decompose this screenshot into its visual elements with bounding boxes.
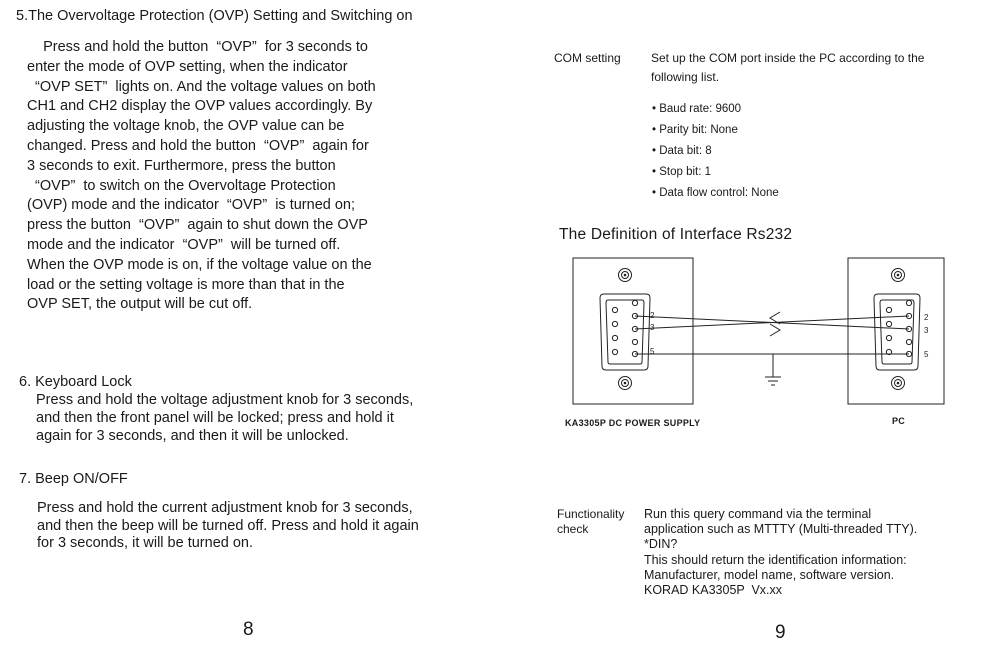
screw-icon <box>892 377 905 390</box>
db9-connector-icon <box>874 294 920 370</box>
text-line: “OVP” to switch on the Overvoltage Protection <box>27 177 336 194</box>
text-line: (OVP) mode and the indicator “OVP” is turned on; <box>27 197 356 214</box>
text-line: Press and hold the voltage adjustment knob for 3 seconds, <box>36 392 414 408</box>
text-line: press the button “OVP” again to shut down the OVP <box>27 217 368 234</box>
text-line: check <box>557 521 589 536</box>
pin-label: 2 <box>924 313 929 322</box>
beep-heading: 7. Beep ON/OFF <box>19 471 128 487</box>
text-line: following list. <box>651 70 720 84</box>
page-number-9: 9 <box>775 622 786 643</box>
text-line: 3 seconds to exit. Furthermore, press the button <box>27 157 336 174</box>
text-line: “OVP SET” lights on. And the voltage values on both <box>27 78 376 95</box>
pin-label: 3 <box>650 323 655 332</box>
query-command: *DIN? <box>644 537 678 552</box>
screw-icon <box>892 269 905 282</box>
keyboard-lock-heading: 6. Keyboard Lock <box>19 374 132 390</box>
text-line: Press and hold the current adjustment knob for 3 seconds, <box>37 500 413 516</box>
functionality-check-label <box>557 507 624 536</box>
text-line: load or the setting voltage is more than that in the <box>27 276 345 293</box>
text-line: adjusting the voltage knob, the OVP value can be <box>27 118 345 135</box>
list-item: • Stop bit: 1 <box>652 162 779 183</box>
power-supply-label: KA3305P DC POWER SUPPLY <box>565 418 701 428</box>
pin-label: 5 <box>650 347 655 356</box>
pin-label: 5 <box>924 350 929 359</box>
text-line: for 3 seconds, it will be turned on. <box>37 535 254 551</box>
list-item: • Data bit: 8 <box>652 141 779 162</box>
text-line: Press and hold the button “OVP” for 3 seconds to <box>27 39 368 55</box>
db9-connector-icon <box>600 294 650 370</box>
text-line: KORAD KA3305P Vx.xx <box>644 583 783 598</box>
text-line: and then the front panel will be locked; press and hold it <box>36 410 394 426</box>
text-line: This should return the identification information: <box>644 552 907 567</box>
list-item: • Baud rate: 9600 <box>652 99 779 120</box>
com-settings-list <box>652 99 779 204</box>
arrow-right-icon <box>770 324 780 336</box>
text-line: OVP SET, the output will be cut off. <box>27 296 253 313</box>
text-line: Manufacturer, model name, software version. <box>644 567 895 582</box>
page-number-8: 8 <box>243 619 254 640</box>
functionality-check-text <box>644 507 917 598</box>
screw-icon <box>619 269 632 282</box>
text-line: Set up the COM port inside the PC according to the <box>651 51 925 65</box>
rs232-heading: The Definition of Interface Rs232 <box>559 226 793 243</box>
com-setting-label: COM setting <box>554 51 621 65</box>
pc-label: PC <box>892 416 906 426</box>
ground-icon <box>765 354 781 385</box>
com-setting-description <box>651 49 924 87</box>
text-line: changed. Press and hold the button “OVP” again for <box>27 137 369 154</box>
list-item: • Data flow control: None <box>652 183 779 204</box>
text-line: enter the mode of OVP setting, when the indicator <box>27 58 348 75</box>
pin-label: 2 <box>650 311 655 320</box>
text-line: mode and the indicator “OVP” will be turned off. <box>27 236 341 253</box>
beep-paragraph <box>37 500 419 553</box>
text-line: Functionality <box>557 507 625 521</box>
text-line: CH1 and CH2 display the OVP values accordingly. By <box>27 98 373 115</box>
text-line: Run this query command via the terminal <box>644 507 872 521</box>
screw-icon <box>619 377 632 390</box>
rs232-wiring-diagram <box>560 250 960 410</box>
ovp-paragraph <box>27 38 376 315</box>
ovp-heading: 5.The Overvoltage Protection (OVP) Setting and Switching on <box>16 8 413 24</box>
text-line: application such as MTTTY (Multi-threaded TTY). <box>644 522 918 537</box>
keyboard-lock-paragraph <box>36 391 413 445</box>
pin-label: 3 <box>924 326 929 335</box>
text-line: again for 3 seconds, and then it will be unlocked. <box>36 428 349 444</box>
text-line: When the OVP mode is on, if the voltage value on the <box>27 256 372 273</box>
text-line: and then the beep will be turned off. Press and hold it again <box>37 517 419 534</box>
list-item: • Parity bit: None <box>652 120 779 141</box>
pc-panel <box>848 258 944 404</box>
